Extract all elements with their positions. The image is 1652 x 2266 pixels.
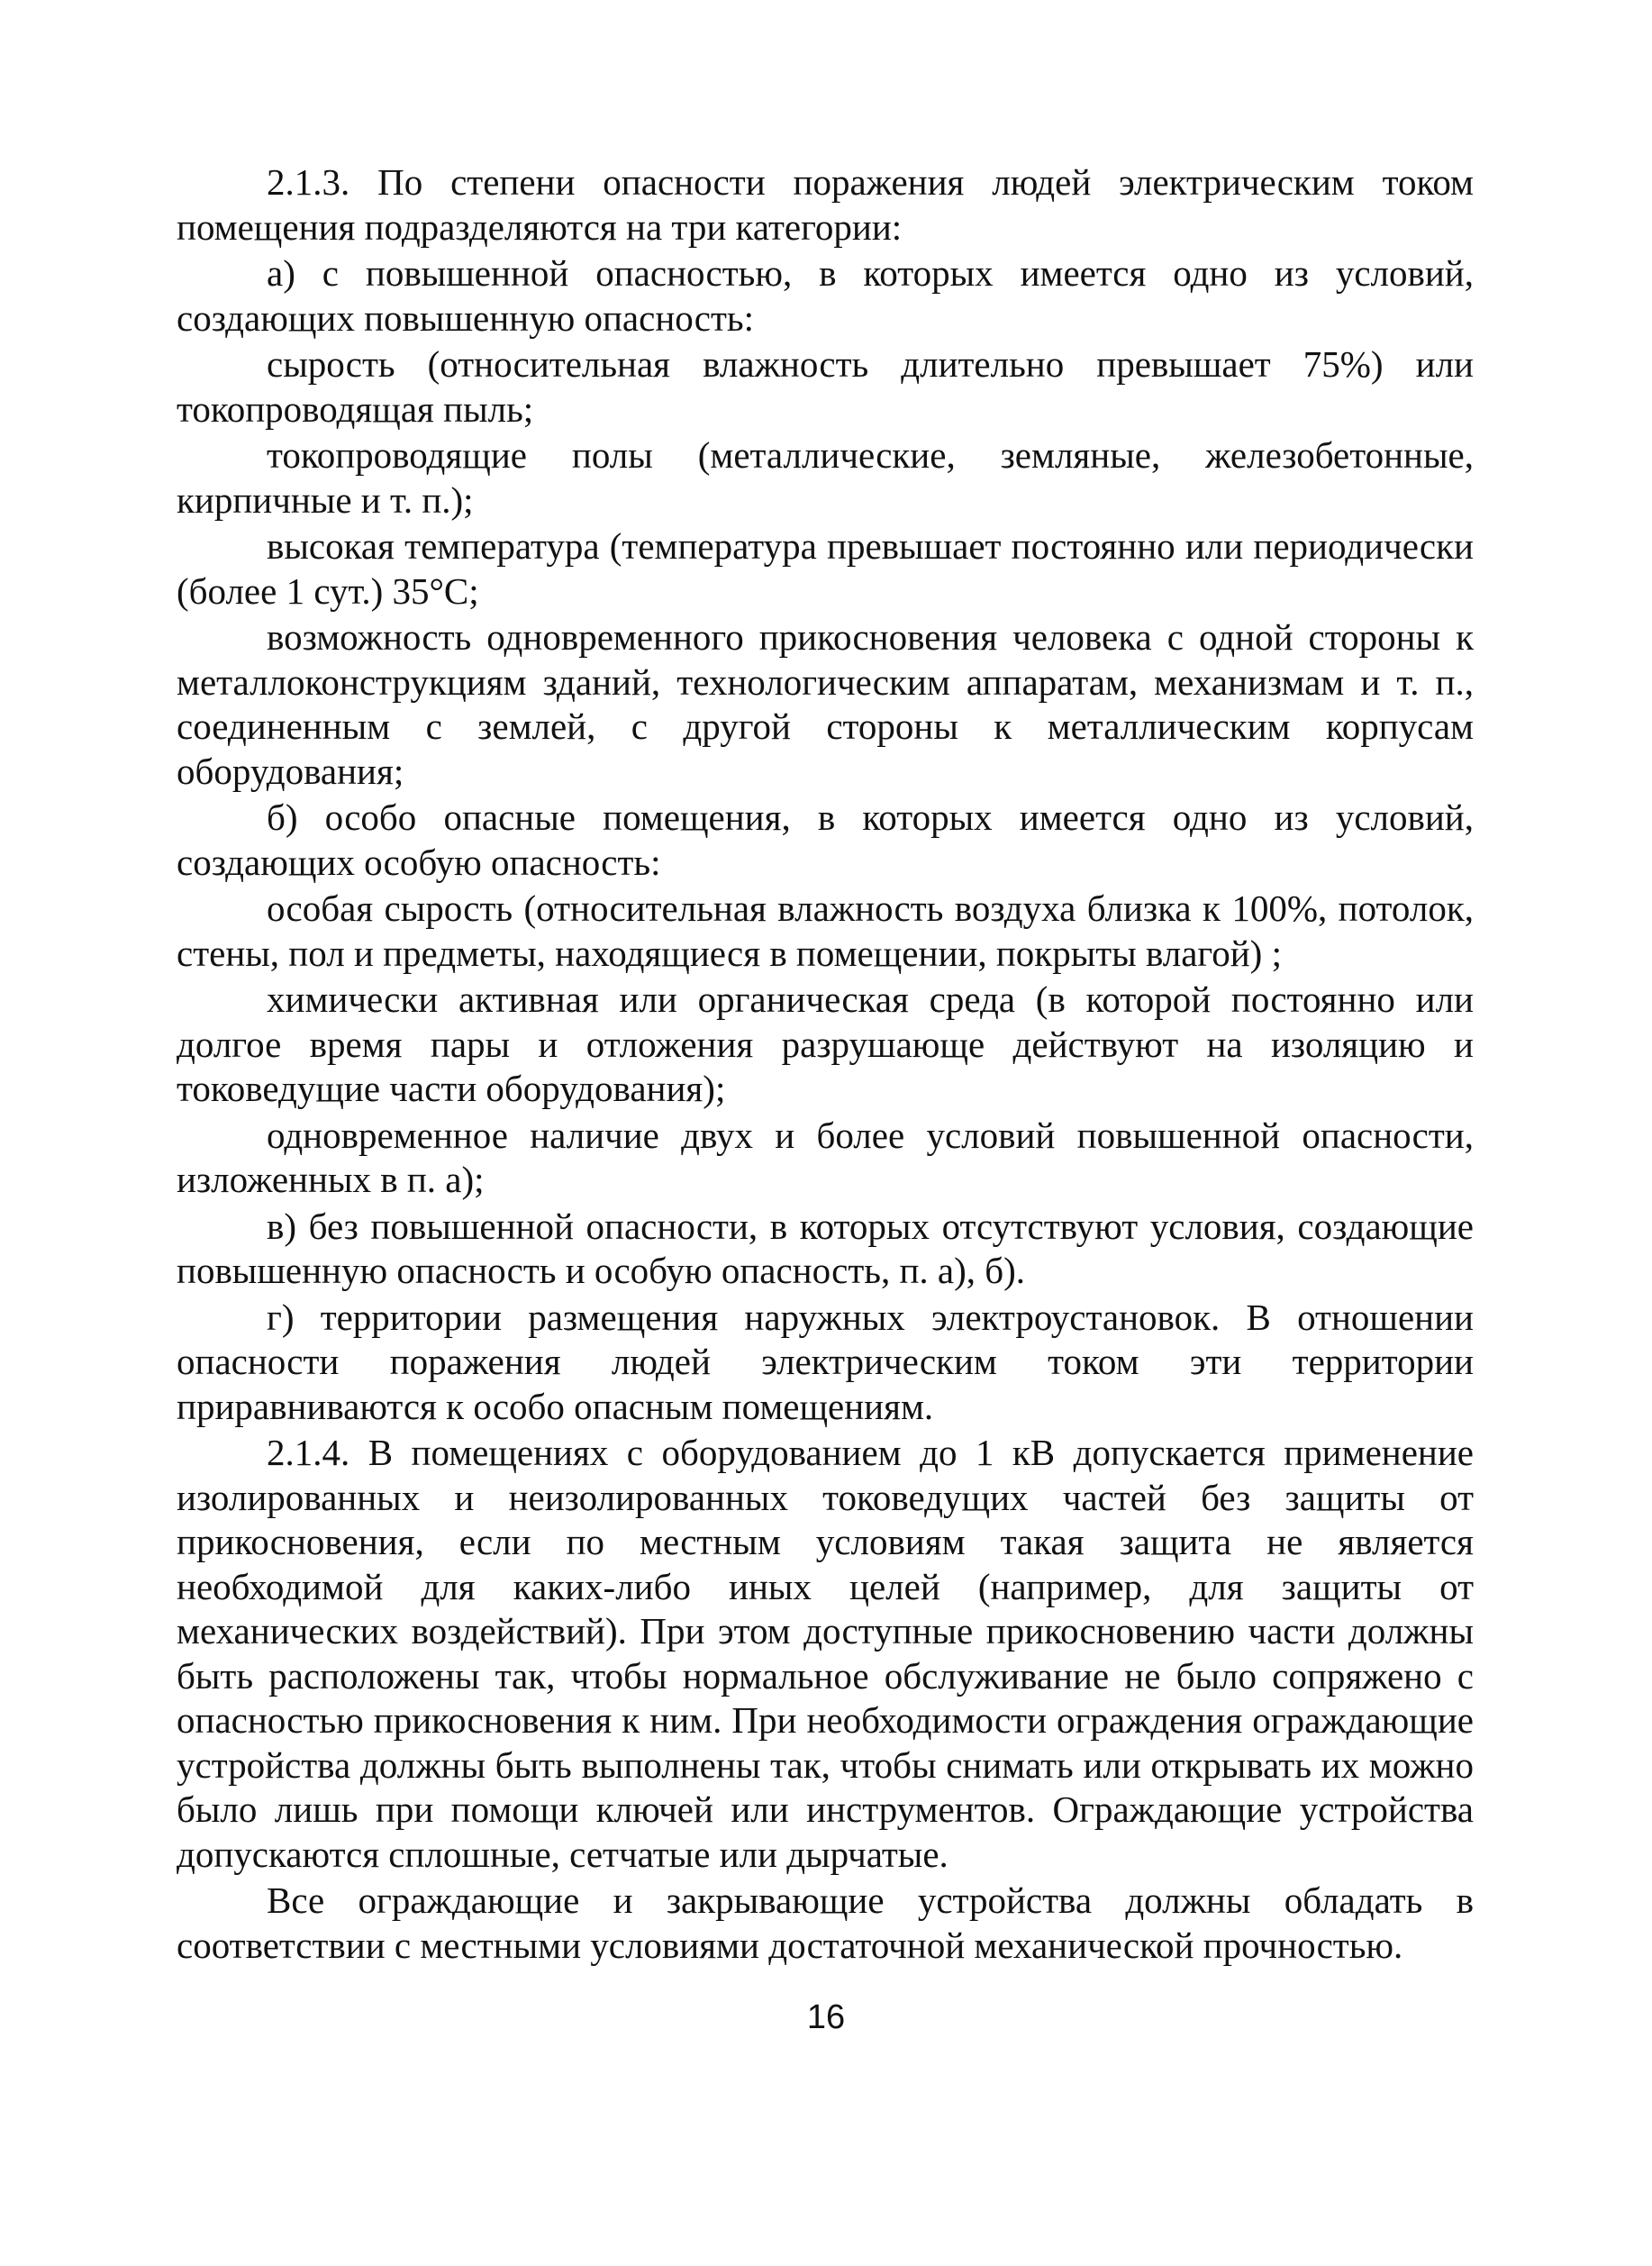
paragraph-condition-contact: возможность одновременного прикосновения человека с одной стороны к металлоконструкциям зданий, технологическим аппаратам, механизмам и т. п., соединенным с землей, с другой стороны к металлическим корпусам оборудования; <box>177 616 1474 792</box>
paragraph-condition-combined: одновременное наличие двух и более условий повышенной опасности, изложенных в п. а); <box>177 1114 1474 1200</box>
paragraph-enclosures: Все ограждающие и закрывающие устройства должны обладать в соответствии с местными условиями достаточной механической прочностью. <box>177 1879 1474 1966</box>
body-text <box>177 160 1474 1970</box>
paragraph-condition-special-humidity: особая сырость (относительная влажность воздуха близка к 100%, потолок, стены, пол и предметы, находящиеся в помещении, покрыты влагой) ; <box>177 887 1474 974</box>
page-number: 16 <box>806 1998 846 2036</box>
paragraph-category-a: а) с повышенной опасностью, в которых имеется одно из условий, создающих повышенную опасность: <box>177 252 1474 339</box>
paragraph-category-b: б) особо опасные помещения, в которых имеется одно из условий, создающих особую опасность: <box>177 796 1474 883</box>
paragraph-category-g: г) территории размещения наружных электроустановок. В отношении опасности поражения людей электрическим током эти территории приравниваются к особо опасным помещениям. <box>177 1296 1474 1427</box>
paragraph-2-1-4: 2.1.4. В помещениях с оборудованием до 1 кВ допускается применение изолированных и неизолированных токоведущих частей без защиты от прикосновения, если по местным условиям такая защита не является необходимой для каких-либо иных целей (например, для защиты от механических воздействий). При этом доступные прикосновению части должны быть расположены так, чтобы нормальное обслуживание не было сопряжено с опасностью прикосновения к ним. При необходимости ограждения ограждающие устройства должны быть выполнены так, чтобы снимать или открывать их можно было лишь при помощи ключей или инструментов. Ограждающие устройства допускаются сплошные, сетчатые или дырчатые. <box>177 1432 1474 1875</box>
paragraph-condition-humidity: сырость (относительная влажность длительно превышает 75%) или токопроводящая пыль; <box>177 343 1474 430</box>
paragraph-condition-chemical: химически активная или органическая среда (в которой постоянно или долгое время пары и отложения разрушающе действуют на изоляцию и токоведущие части оборудования); <box>177 978 1474 1109</box>
paragraph-condition-temperature: высокая температура (температура превышает постоянно или периодически (более 1 сут.) 35°С; <box>177 525 1474 612</box>
paragraph-category-v: в) без повышенной опасности, в которых отсутствуют условия, создающие повышенную опасность и особую опасность, п. а), б). <box>177 1205 1474 1291</box>
paragraph-2-1-3: 2.1.3. По степени опасности поражения людей электрическим током помещения подразделяются на три категории: <box>177 161 1474 248</box>
paragraph-condition-floors: токопроводящие полы (металлические, земляные, железобетонные, кирпичные и т. п.); <box>177 434 1474 521</box>
